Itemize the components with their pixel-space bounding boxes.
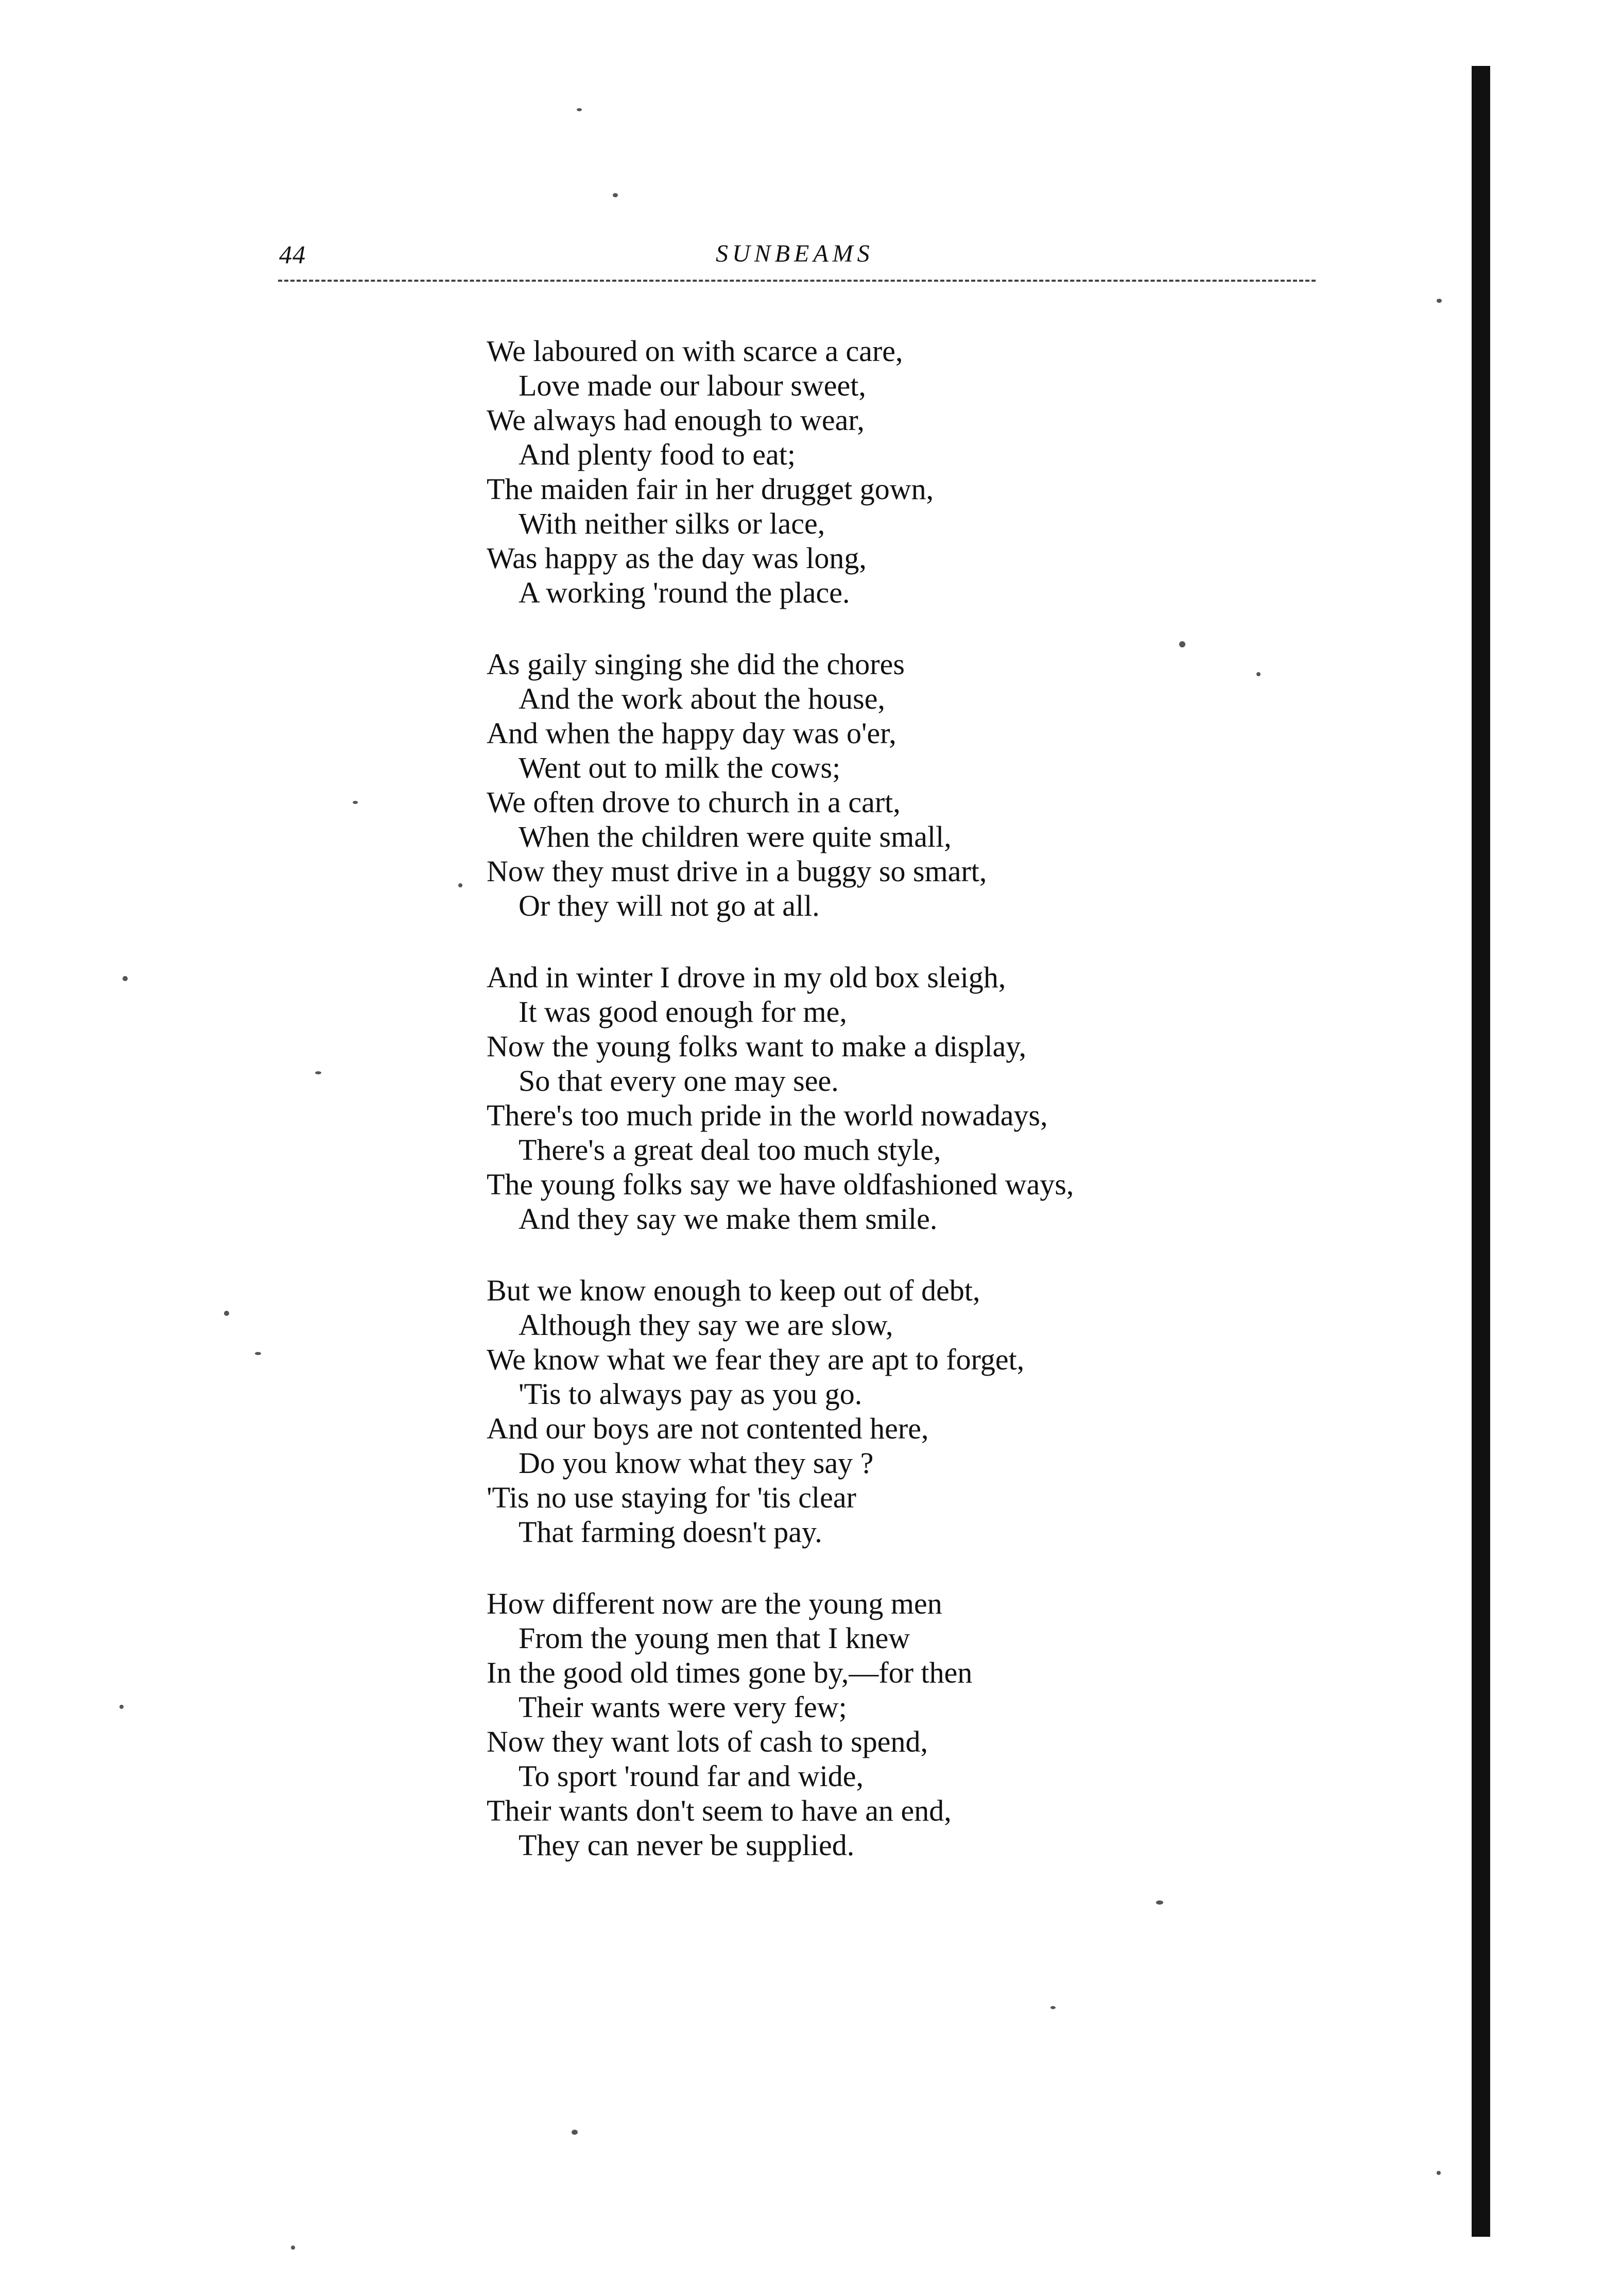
stanza-3 bbox=[487, 960, 1336, 1236]
poem-line: The young folks say we have oldfashioned ways, bbox=[487, 1168, 1074, 1201]
stanza-5 bbox=[487, 1586, 1336, 1862]
poem-line: That farming doesn't pay. bbox=[519, 1515, 822, 1549]
poem-line: Although they say we are slow, bbox=[519, 1308, 893, 1342]
scan-speck bbox=[255, 1352, 261, 1355]
binding-edge-shadow bbox=[1472, 66, 1490, 2237]
poem-line: So that every one may see. bbox=[519, 1064, 839, 1098]
poem-line: And the work about the house, bbox=[519, 682, 885, 715]
scan-speck bbox=[123, 976, 128, 981]
poem-line: Now they must drive in a buggy so smart, bbox=[487, 854, 987, 888]
poem-line: How different now are the young men bbox=[487, 1587, 942, 1620]
poem-line: We always had enough to wear, bbox=[487, 403, 865, 437]
poem-line: Now they want lots of cash to spend, bbox=[487, 1725, 928, 1758]
poem bbox=[487, 334, 1336, 1899]
poem-line: We laboured on with scarce a care, bbox=[487, 334, 903, 368]
scan-speck bbox=[572, 2130, 578, 2135]
poem-line: As gaily singing she did the chores bbox=[487, 647, 905, 681]
stanza-4 bbox=[487, 1273, 1336, 1549]
poem-line: We often drove to church in a cart, bbox=[487, 785, 901, 819]
poem-line: Love made our labour sweet, bbox=[519, 369, 866, 402]
poem-line: Went out to milk the cows; bbox=[519, 751, 841, 784]
header-rule bbox=[278, 280, 1316, 282]
poem-line: They can never be supplied. bbox=[519, 1828, 855, 1862]
poem-line: Or they will not go at all. bbox=[519, 889, 820, 922]
poem-line: There's a great deal too much style, bbox=[519, 1133, 941, 1167]
scan-speck bbox=[291, 2246, 295, 2250]
poem-line: And in winter I drove in my old box sleigh, bbox=[487, 961, 1006, 994]
scan-speck bbox=[353, 801, 358, 804]
poem-line: There's too much pride in the world nowadays, bbox=[487, 1099, 1048, 1132]
poem-line: The maiden fair in her drugget gown, bbox=[487, 472, 934, 506]
stanza-1 bbox=[487, 334, 1336, 610]
running-title: SUNBEAMS bbox=[716, 240, 874, 267]
poem-line: Their wants don't seem to have an end, bbox=[487, 1794, 952, 1827]
poem-line: It was good enough for me, bbox=[519, 995, 847, 1029]
poem-line: 'Tis no use staying for 'tis clear bbox=[487, 1481, 856, 1514]
scan-speck bbox=[613, 193, 618, 197]
poem-line: And they say we make them smile. bbox=[519, 1202, 938, 1236]
scan-speck bbox=[577, 108, 582, 111]
poem-line: 'Tis to always pay as you go. bbox=[519, 1377, 862, 1411]
scan-speck bbox=[1050, 2006, 1056, 2009]
poem-line: Do you know what they say ? bbox=[519, 1446, 874, 1480]
poem-line: From the young men that I knew bbox=[519, 1621, 910, 1655]
poem-line: And our boys are not contented here, bbox=[487, 1412, 929, 1445]
stanza-2 bbox=[487, 647, 1336, 923]
poem-line: We know what we fear they are apt to forget, bbox=[487, 1343, 1025, 1376]
scan-speck bbox=[224, 1311, 229, 1316]
poem-line: To sport 'round far and wide, bbox=[519, 1759, 864, 1793]
poem-line: When the children were quite small, bbox=[519, 820, 952, 853]
poem-line: Now the young folks want to make a display, bbox=[487, 1030, 1027, 1063]
poem-line: A working 'round the place. bbox=[519, 576, 850, 609]
poem-line: With neither silks or lace, bbox=[519, 507, 825, 540]
poem-line: In the good old times gone by,—for then bbox=[487, 1656, 973, 1689]
poem-line: Was happy as the day was long, bbox=[487, 541, 867, 575]
scan-speck bbox=[1437, 2171, 1441, 2175]
poem-line: And plenty food to eat; bbox=[519, 438, 796, 471]
page-number: 44 bbox=[279, 240, 306, 269]
scan-speck bbox=[1437, 299, 1442, 303]
scan-speck bbox=[1156, 1900, 1163, 1905]
scan-speck bbox=[119, 1705, 124, 1709]
poem-line: But we know enough to keep out of debt, bbox=[487, 1274, 980, 1307]
poem-line: Their wants were very few; bbox=[519, 1690, 847, 1724]
scan-speck bbox=[458, 883, 462, 887]
scan-speck bbox=[315, 1071, 321, 1074]
scan-speck bbox=[1179, 641, 1185, 647]
poem-line: And when the happy day was o'er, bbox=[487, 716, 896, 750]
scan-speck bbox=[1256, 672, 1261, 676]
